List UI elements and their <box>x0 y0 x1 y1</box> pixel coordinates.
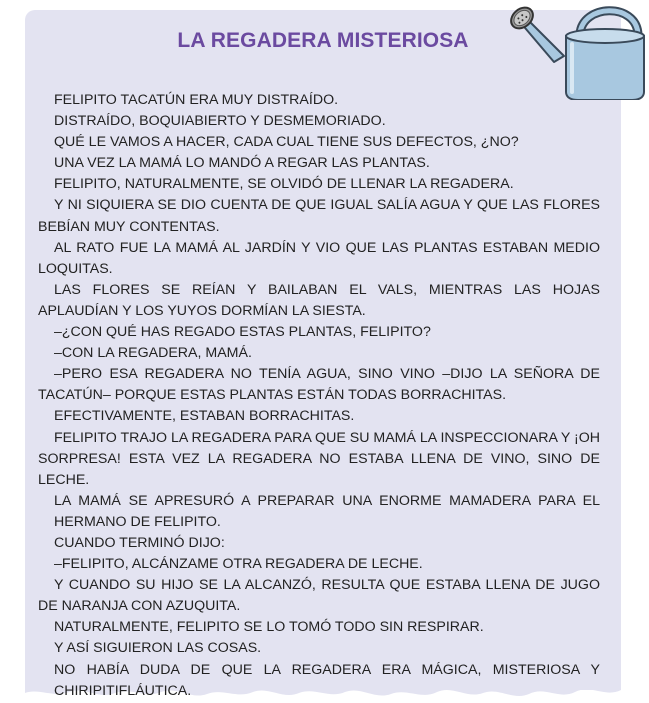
paragraph: AL RATO FUE LA MAMÁ AL JARDÍN Y VIO QUE LAS PLANTAS ESTABAN MEDIO LOQUITAS. <box>38 239 600 277</box>
watering-can-icon <box>510 0 649 100</box>
paragraph: CUANDO TERMINÓ DIJO: <box>54 534 225 551</box>
paragraph: NO HABÍA DUDA DE QUE LA REGADERA ERA MÁGICA, MISTERIOSA Y CHIRIPITIFLÁUTICA. <box>54 661 600 699</box>
paragraph: UNA VEZ LA MAMÁ LO MANDÓ A REGAR LAS PLANTAS. <box>54 155 430 172</box>
story-title: LA REGADERA MISTERIOSA <box>177 29 469 52</box>
paragraph: Y CUANDO SU HIJO SE LA ALCANZÓ, RESULTA QUE ESTABA LLENA DE JUGO DE NARANJA CON AZUQUITA. <box>38 577 600 615</box>
story-text <box>38 90 600 702</box>
paragraph: –CON LA REGADERA, MAMÁ. <box>54 345 252 362</box>
paragraph: LAS FLORES SE REÍAN Y BAILABAN EL VALS, MIENTRAS LAS HOJAS APLAUDÍAN Y LOS YUYOS DORMÍAN LA SIESTA. <box>38 281 600 319</box>
paragraph: Y ASÍ SIGUIERON LAS COSAS. <box>54 640 262 657</box>
paragraph: –¿CON QUÉ HAS REGADO ESTAS PLANTAS, FELIPITO? <box>54 324 431 341</box>
paragraph: FELIPITO, NATURALMENTE, SE OLVIDÓ DE LLENAR LA REGADERA. <box>54 176 514 193</box>
paragraph: –PERO ESA REGADERA NO TENÍA AGUA, SINO VINO –DIJO LA SEÑORA DE TACATÚN– PORQUE ESTAS PLANTAS ESTÁN TODAS BORRACHITAS. <box>38 366 600 404</box>
paragraph: QUÉ LE VAMOS A HACER, CADA CUAL TIENE SUS DEFECTOS, ¿NO? <box>54 134 519 151</box>
paragraph: LA MAMÁ SE APRESURÓ A PREPARAR UNA ENORME MAMADERA PARA EL HERMANO DE FELIPITO. <box>54 492 600 530</box>
paragraph: –FELIPITO, ALCÁNZAME OTRA REGADERA DE LECHE. <box>54 556 423 573</box>
paragraph: NATURALMENTE, FELIPITO SE LO TOMÓ TODO SIN RESPIRAR. <box>54 619 484 636</box>
paragraph: Y NI SIQUIERA SE DIO CUENTA DE QUE IGUAL SALÍA AGUA Y QUE LAS FLORES BEBÍAN MUY CONTENTAS. <box>38 197 600 235</box>
paragraph: FELIPITO TACATÚN ERA MUY DISTRAÍDO. <box>54 92 339 108</box>
paragraph: EFECTIVAMENTE, ESTABAN BORRACHITAS. <box>54 408 355 425</box>
paragraph: FELIPITO TRAJO LA REGADERA PARA QUE SU MAMÁ LA INSPECCIONARA Y ¡OH SORPRESA! ESTA VEZ LA REGADERA NO ESTABA LLENA DE VINO, SINO DE LECHE. <box>38 429 600 488</box>
paragraph: DISTRAÍDO, BOQUIABIERTO Y DESMEMORIADO. <box>54 113 386 130</box>
